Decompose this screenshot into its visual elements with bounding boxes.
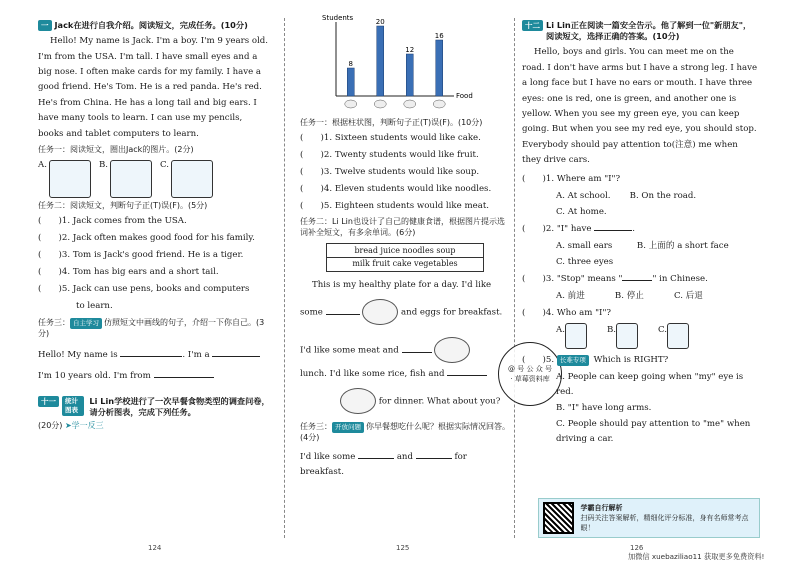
- traffic-light-icon: [616, 323, 638, 349]
- task3-text: 你早餐想吃什么呢？根据实际情况回答。(4分): [300, 422, 510, 443]
- q4-options: [522, 323, 758, 349]
- stamp-text: @ 号 公 众 号 · 草莓资料库: [508, 365, 552, 383]
- option-a[interactable]: A. small ears: [556, 241, 613, 251]
- question-number: ( )5.: [522, 355, 555, 366]
- stop-sign-icon: [667, 323, 689, 349]
- word-bank-row: milk fruit cake vegetables: [327, 257, 483, 270]
- food-icon: [345, 100, 357, 108]
- column-divider: [284, 18, 285, 538]
- task2-instruction: 任务二：Li Lin也设计了自己的健康食谱，根据图片提示选词补全短文，有多余单词。(6分): [300, 216, 505, 237]
- plate-text: I'd like some meat and: [300, 345, 399, 356]
- plate-intro: This is my healthy plate for a day. I'd like: [312, 279, 492, 290]
- passage-jack: Hello! My name is Jack. I'm a boy. I'm 9 years old. I'm from the USA. I'm tall. I have small eyes and a big nose. I often make cards for my family. I have a good friend. He's Tom. He is a red panda. He's red. He's from China. He has a long tail and big ears. I have many tools to learn. I can use my pencils, books and tablet computers to learn.: [38, 36, 269, 139]
- section-10-header: [38, 20, 270, 31]
- tf-item-1[interactable]: ( )1. Sixteen students would like cake.: [300, 132, 481, 143]
- page-number: 124: [148, 544, 162, 552]
- fill-line-1: [38, 348, 270, 363]
- gender-blank[interactable]: [212, 348, 260, 357]
- tf-item-5[interactable]: ( )5. Eighteen students would like meat.: [300, 200, 489, 211]
- chart-tag: 统计图表: [62, 396, 84, 416]
- task1-instruction: 任务一：根据柱状图，判断句子正(T)误(F)。(10分): [300, 118, 483, 127]
- tf-item-3[interactable]: ( )3. Tom is Jack's good friend. He is a tiger.: [38, 250, 244, 260]
- fill-line-2: [38, 369, 270, 384]
- x-axis-label: Food: [456, 92, 473, 100]
- answer-line: [300, 450, 510, 480]
- q5-option-b[interactable]: B. "I" have long arms.: [556, 403, 652, 414]
- option-c[interactable]: C. three eyes: [556, 257, 614, 268]
- tf-item-2[interactable]: ( )2. Twenty students would like fruit.: [300, 149, 479, 160]
- tf-item-5-cont: to learn.: [76, 301, 113, 312]
- long-sentence-tag: 长难专项: [557, 355, 589, 366]
- qr-code-icon[interactable]: [543, 502, 574, 534]
- food-icon: [404, 100, 416, 108]
- answer-text: and: [396, 451, 413, 462]
- option-c[interactable]: C. 后退: [673, 291, 703, 302]
- question-text: Which is RIGHT?: [593, 355, 669, 366]
- page-left: [38, 0, 270, 566]
- answer-text: for breakfast.: [300, 451, 467, 477]
- fill-text: I'm 10 years old. I'm from: [38, 370, 151, 381]
- section-score: [38, 421, 270, 432]
- plate-line-2: [300, 337, 510, 363]
- question-2[interactable]: ( )2. "I" have .: [522, 223, 635, 234]
- ad-text: 扫码关注答案解析，精细化评分标准，身有名师常考点眼！: [580, 514, 749, 532]
- score-text: (20分): [38, 421, 63, 431]
- page-middle: [300, 0, 510, 566]
- word-bank-row: bread juice noodles soup: [354, 245, 456, 255]
- option-c[interactable]: [658, 323, 689, 349]
- page-right: [522, 0, 758, 566]
- boy-picture-icon: [110, 160, 152, 198]
- plate-text: for dinner. What about you?: [378, 396, 501, 407]
- fill-text: Hello! My name is: [38, 349, 118, 360]
- option-label: B.: [98, 160, 109, 171]
- name-blank[interactable]: [120, 348, 182, 357]
- girl-picture-icon: [171, 160, 213, 198]
- task3-text: 仿照短文中画线的句子，介绍一下你自己。(3分): [38, 318, 265, 339]
- q2-options: [522, 239, 758, 254]
- q2-blank[interactable]: [594, 222, 632, 231]
- answer-blank-1[interactable]: [358, 450, 394, 459]
- dinner-blank[interactable]: [447, 367, 487, 376]
- picture-option-a[interactable]: [38, 160, 91, 198]
- country-blank[interactable]: [154, 369, 214, 378]
- question-text: ( )2. "I" have: [522, 223, 592, 234]
- bar-value-label: 8: [348, 60, 353, 68]
- option-a[interactable]: [556, 323, 587, 349]
- question-5[interactable]: [522, 353, 758, 368]
- section-title: Li Lin学校进行了一次早餐食物类型的调查问卷，请分析图表，完成下列任务。: [89, 395, 270, 418]
- tf-item-2[interactable]: ( )2. Jack often makes good food for his family.: [38, 232, 255, 243]
- option-label: A.: [556, 325, 565, 336]
- food-icon: [374, 100, 386, 108]
- picture-option-c[interactable]: [160, 160, 213, 198]
- ad-title: 学霸自行解析: [580, 504, 623, 512]
- dinner-food-icon: [340, 388, 376, 414]
- passage-traffic-light: Hello, boys and girls. You can meet me on the road. I don't have arms but I have a strong leg. I have a long face but I have no ears or mouth. I have three eyes: one is red, one is green, and another one is yellow. When you see my green eye, you can keep going. But when you see my red eye, you should stop. Everybody should pay attention to(注意) me when they drive cars.: [522, 47, 758, 166]
- breakfast-food-icon: [362, 299, 398, 325]
- option-c[interactable]: C. At home.: [556, 206, 607, 217]
- answer-blank-2[interactable]: [416, 450, 452, 459]
- question-3[interactable]: [522, 272, 758, 287]
- task3-prefix: 任务三：: [38, 318, 70, 328]
- section-title: Jack在进行自我介绍。阅读短文，完成任务。(10分): [54, 20, 248, 30]
- q3-blank[interactable]: [622, 272, 652, 281]
- picture-options: [38, 160, 270, 198]
- tf-item-3[interactable]: ( )3. Twelve students would like soup.: [300, 166, 480, 177]
- tf-item-4[interactable]: ( )4. Eleven students would like noodles.: [300, 183, 492, 194]
- task3-prefix: 任务三：: [300, 422, 332, 432]
- breakfast-bar-chart: [314, 14, 474, 114]
- option-b[interactable]: B. 停止: [614, 291, 644, 302]
- food-icon: [433, 100, 445, 108]
- tf-item-4[interactable]: ( )4. Tom has big ears and a short tail.: [38, 267, 219, 278]
- q5-option-a[interactable]: A. People can keep going when "my" eye is red.: [556, 372, 744, 398]
- plate-text: lunch. I'd like some rice, fish and: [300, 369, 445, 380]
- fill-text: . I'm a: [182, 349, 210, 360]
- bar: [406, 54, 413, 96]
- option-label: A.: [38, 160, 47, 171]
- picture-option-b[interactable]: [99, 160, 152, 198]
- section-12-header: [522, 20, 758, 42]
- bar-value-label: 16: [434, 32, 444, 40]
- footer-note: 加微信 xuebaziliao11 获取更多免费资料!: [628, 552, 765, 561]
- section-11-header: [38, 396, 270, 418]
- page-number: 125: [396, 544, 410, 552]
- q3-options: [522, 289, 758, 304]
- task3-instruction: [38, 318, 270, 340]
- bar-value-label: 20: [375, 18, 385, 26]
- answer-text: I'd like some: [300, 451, 356, 462]
- option-label: C.: [160, 160, 170, 171]
- question-text: ( )3. "Stop" means ": [522, 274, 623, 285]
- word-bank: [326, 243, 484, 272]
- task1-instruction: 任务一：阅读短文，圈出Jack的图片。(2分): [38, 145, 194, 155]
- page-number: 126: [630, 544, 644, 552]
- task3-instruction: [300, 422, 510, 444]
- bar: [347, 68, 354, 96]
- plate-line-1: [300, 299, 510, 325]
- task2-instruction: 任务二：阅读短文，判断句子正(T)误(F)。(5分): [38, 201, 208, 211]
- breakfast-blank[interactable]: [326, 306, 360, 315]
- bar: [436, 40, 443, 96]
- option-b[interactable]: B. 上面的 a short face: [636, 241, 729, 251]
- practice-link[interactable]: ➤学一反三: [64, 421, 104, 431]
- question-1[interactable]: ( )1. Where am "I"?: [522, 173, 621, 184]
- q5-option-c[interactable]: C. People should pay attention to "me" when driving a car.: [556, 419, 751, 445]
- plate-text: and eggs for breakfast.: [401, 307, 503, 318]
- option-a[interactable]: A. At school.: [556, 190, 611, 201]
- tf-item-1[interactable]: ( )1. Jack comes from the USA.: [38, 215, 187, 226]
- question-text: " in Chinese.: [652, 274, 708, 285]
- option-a[interactable]: A. 前进: [556, 291, 585, 302]
- section-badge: 十一: [38, 396, 59, 407]
- option-b[interactable]: [607, 323, 638, 349]
- plate-line-3: [300, 367, 510, 382]
- section-badge: 十二: [522, 20, 543, 31]
- ad-text-block: [580, 503, 759, 533]
- plate-line-4: [300, 388, 510, 414]
- tf-item-5[interactable]: ( )5. Jack can use pens, books and computers: [38, 284, 250, 295]
- lunch-food-icon: [434, 337, 470, 363]
- open-question-tag: 开放问题: [332, 422, 364, 433]
- bar-value-label: 12: [405, 46, 415, 54]
- lunch-blank[interactable]: [402, 344, 432, 353]
- option-label: B.: [606, 325, 617, 336]
- self-study-tag: 自主学习: [70, 318, 102, 329]
- plate-text: some: [300, 307, 323, 318]
- question-4[interactable]: ( )4. Who am "I"?: [522, 308, 612, 319]
- section-badge: 一: [38, 20, 52, 31]
- y-axis-label: Students: [322, 14, 354, 22]
- qr-ad-banner[interactable]: [538, 498, 760, 538]
- street-lamp-icon: [565, 323, 587, 349]
- option-label: C.: [658, 325, 668, 336]
- q1-options: [522, 189, 758, 204]
- boy-picture-icon: [49, 160, 91, 198]
- bar: [377, 26, 384, 96]
- option-b[interactable]: B. On the road.: [629, 190, 697, 201]
- column-divider: [514, 18, 515, 538]
- section-title: Li Lin正在阅读一篇安全告示。他了解到一位"新朋友"，阅读短文，选择正确的答案。(10分): [546, 20, 752, 42]
